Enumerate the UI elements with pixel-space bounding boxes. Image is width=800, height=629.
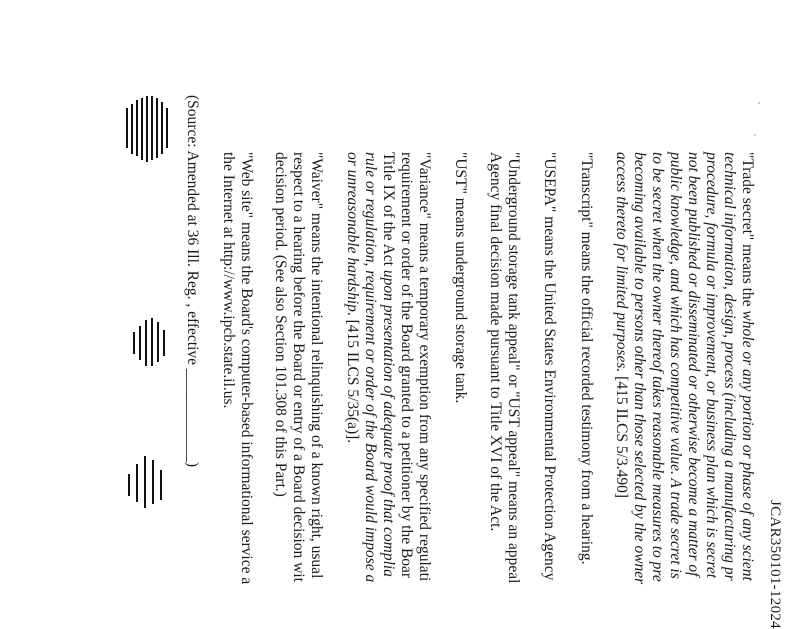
text-line: public knowledge, and which has competitive value. A trade secret is: [667, 152, 684, 579]
text-line: or unreasonable hardship. [415 ILCS 5/35(a)].: [344, 152, 361, 444]
text-line: the Internet at http://www.ipcb.state.il.us.: [220, 152, 237, 409]
scan-speck: [754, 134, 756, 136]
text-line: becoming available to persons other than those selected by the owner: [631, 152, 648, 585]
text-line: Agency final decision made pursuant to Title XVI of the Act.: [487, 152, 504, 532]
text-line: respect to a hearing before the Board or entry of a Board decision wit: [290, 152, 307, 582]
text-line: to be secret when the owner thereof takes reasonable measures to pre: [649, 152, 666, 582]
text-line: "Web site" means the Board's computer-based informational service a: [238, 152, 255, 585]
source-note: (Source: Amended at 36 Ill. Reg. , effective ____________): [184, 95, 201, 468]
text-line: not been published or disseminated or otherwise become a matter of: [685, 152, 702, 577]
definition-ust: "UST" means underground storage tank.: [452, 152, 469, 404]
text-line: procedure, formula or improvement, or business plan which is secret: [703, 152, 720, 579]
scan-speck: [758, 102, 760, 104]
text-line: Title IX of the Act upon presentation of adequate proof that complia: [380, 152, 397, 577]
text-line: technical information, design, process (including a manufacturing pr: [721, 152, 738, 581]
text-line: "Variance" means a temporary exemption from any specified regulati: [416, 152, 433, 582]
text-line: "Trade secret" means the whole or any portion or phase of any scient: [739, 152, 756, 581]
definition-transcript: "Transcript" means the official recorded testimony from a hearing.: [578, 152, 595, 565]
text-line: access thereto for limited purposes. [415 ILCS 5/3.490]: [613, 152, 630, 498]
text-line: requirement or order of the Board granted to a petitioner by the Boar: [398, 152, 415, 579]
text-line: rule or regulation, requirement or order of the Board would impose a: [362, 152, 379, 583]
text-line: "Waiver" means the intentional relinquishing of a known right, usual: [308, 152, 325, 579]
definition-usepa: "USEPA" means the United States Environmental Protection Agency: [541, 152, 558, 581]
text-line: decision period. (See also Section 101.308 of this Part.): [272, 152, 289, 497]
document-id: JCAR350101-12024: [767, 500, 783, 629]
text-line: "Underground storage tank appeal" or "UST appeal" means an appeal: [505, 152, 522, 584]
